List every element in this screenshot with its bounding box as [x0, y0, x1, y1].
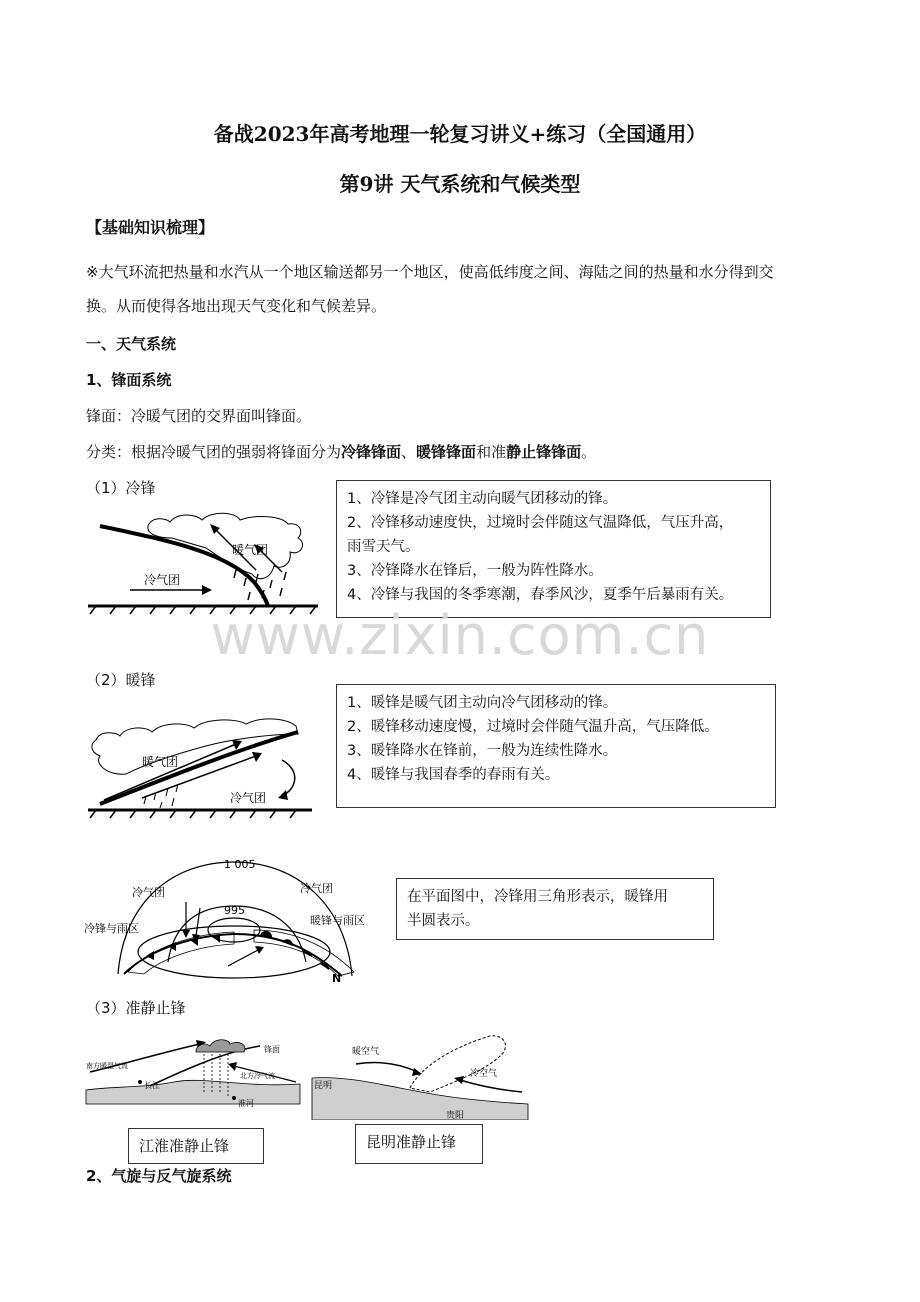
front-classification: [86, 442, 596, 462]
isobar-inner-label: 995: [224, 904, 245, 917]
warm-front-label: （2）暖锋: [86, 671, 156, 689]
warm-arrow: [228, 950, 258, 966]
plan-cold-right-label: 冷气团: [300, 882, 333, 895]
cold-front-warm-label: 暖气团: [232, 543, 269, 557]
isobar-outer-label: 1 005: [224, 858, 256, 871]
kunming-label: 昆明: [314, 1081, 333, 1091]
terrain: [86, 1080, 300, 1104]
north-label: N: [332, 972, 342, 985]
heading-front-systems: 1、锋面系统: [86, 371, 172, 389]
rain-marks: [234, 570, 286, 600]
cold-note-5: 4、冷锋与我国的冬季寒潮，春季风沙，夏季午后暴雨有关。: [347, 587, 734, 603]
front-definition: 锋面：冷暖气团的交界面叫锋面。: [86, 407, 312, 425]
section-heading-basic: 【基础知识梳理】: [86, 218, 215, 237]
warm-air-arrow-1: [104, 744, 236, 800]
cold-air-arrow: [460, 1080, 522, 1092]
plan-view-note: [396, 878, 714, 940]
cold-air-label: 冷空气: [470, 1069, 498, 1079]
cold-air-return-arrow: [282, 760, 295, 796]
north-flow-label: 北方冷气流: [240, 1072, 275, 1080]
classify-sep-2: 和准: [476, 443, 507, 461]
warm-air-label: 暖空气: [352, 1047, 380, 1057]
yangtze-marker: [138, 1080, 142, 1084]
cold-note-3: 雨雪天气。: [347, 539, 420, 555]
plan-cold-rain-label: 冷锋与雨区: [84, 922, 139, 935]
terrain: [312, 1078, 528, 1120]
warm-note-2: 2、暖锋移动速度慢，过境时会伴随气温升高，气压降低。: [347, 719, 719, 735]
warm-front-diagram: [86, 704, 326, 830]
cold-note-4: 3、冷锋降水在锋后，一般为阵性降水。: [347, 563, 603, 579]
kunming-caption: 昆明准静止锋: [366, 1133, 457, 1151]
watermark: www.zixin.com.cn: [210, 604, 710, 667]
huaihe-label: 淮河: [238, 1099, 254, 1108]
kunming-front-diagram: [310, 1028, 532, 1120]
cold-front-diagram: [86, 508, 326, 618]
intro-line-2: 换。从而使得各地出现天气变化和气候差异。: [86, 297, 387, 315]
sub-title: 第9讲 天气系统和气候类型: [339, 172, 581, 196]
plan-cold-left-label: 冷气团: [132, 886, 165, 899]
jianghuai-caption-box: [128, 1128, 264, 1164]
front-cloud: [410, 1036, 505, 1092]
plan-note-line-2: 半圆表示。: [407, 913, 480, 929]
main-title: 备战2023年高考地理一轮复习讲义+练习（全国通用）: [213, 122, 707, 146]
plan-note-line-1: 在平面图中，冷锋用三角形表示，暖锋用: [407, 889, 668, 905]
classify-stationary-front: 静止锋锋面: [506, 443, 582, 461]
warm-note-4: 4、暖锋与我国春季的春雨有关。: [347, 767, 560, 783]
warm-front-notes: [336, 684, 776, 808]
warm-note-3: 3、暖锋降水在锋前，一般为连续性降水。: [347, 743, 618, 759]
warm-front-warm-label: 暖气团: [142, 755, 179, 769]
classify-warm-front: 暖锋锋面: [416, 443, 477, 461]
cold-front-label: （1）冷锋: [86, 479, 156, 497]
front-surface-line: [100, 732, 298, 804]
warm-front-cold-label: 冷气团: [230, 791, 267, 805]
cold-front-cold-label: 冷气团: [144, 573, 181, 587]
front-plan-view-diagram: [84, 850, 384, 990]
south-flow-label: 南方暖湿气流: [86, 1062, 128, 1070]
jianghuai-front-diagram: [84, 1030, 304, 1110]
heading-weather-systems: 一、天气系统: [86, 335, 177, 353]
kunming-caption-box: [355, 1124, 483, 1164]
stationary-front-label: （3）准静止锋: [86, 999, 186, 1017]
intro-line-1: ※大气环流把热量和水汽从一个地区输送都另一个地区，使高低纬度之间、海陆之间的热量和水分得到交: [86, 263, 774, 281]
front-label: 锋面: [264, 1045, 280, 1054]
classify-sep-1: 、: [401, 443, 417, 461]
classify-end: 。: [581, 443, 597, 461]
jianghuai-caption: 江淮准静止锋: [139, 1137, 230, 1155]
cold-note-1: 1、冷锋是冷气团主动向暖气团移动的锋。: [347, 491, 618, 507]
warm-air-arrow: [356, 1062, 418, 1072]
cold-arrow-2: [196, 908, 200, 936]
huaihe-marker: [232, 1096, 236, 1100]
guiyang-label: 贵阳: [446, 1111, 465, 1120]
heading-cyclone-systems: 2、气旋与反气旋系统: [86, 1167, 232, 1185]
plan-warm-rain-label: 暖锋与雨区: [310, 914, 365, 927]
classify-cold-front: 冷锋锋面: [341, 443, 402, 461]
cold-front-notes: [336, 480, 771, 618]
cold-note-2: 2、冷锋移动速度快，过境时会伴随这气温降低，气压升高，: [347, 515, 734, 531]
yangtze-label: 长江: [144, 1081, 160, 1090]
front-surface-line: [100, 526, 268, 606]
warm-note-1: 1、暖锋是暖气团主动向冷气团移动的锋。: [347, 695, 618, 711]
classify-prefix: 分类：根据冷暖气团的强弱将锋面分为: [86, 443, 342, 461]
